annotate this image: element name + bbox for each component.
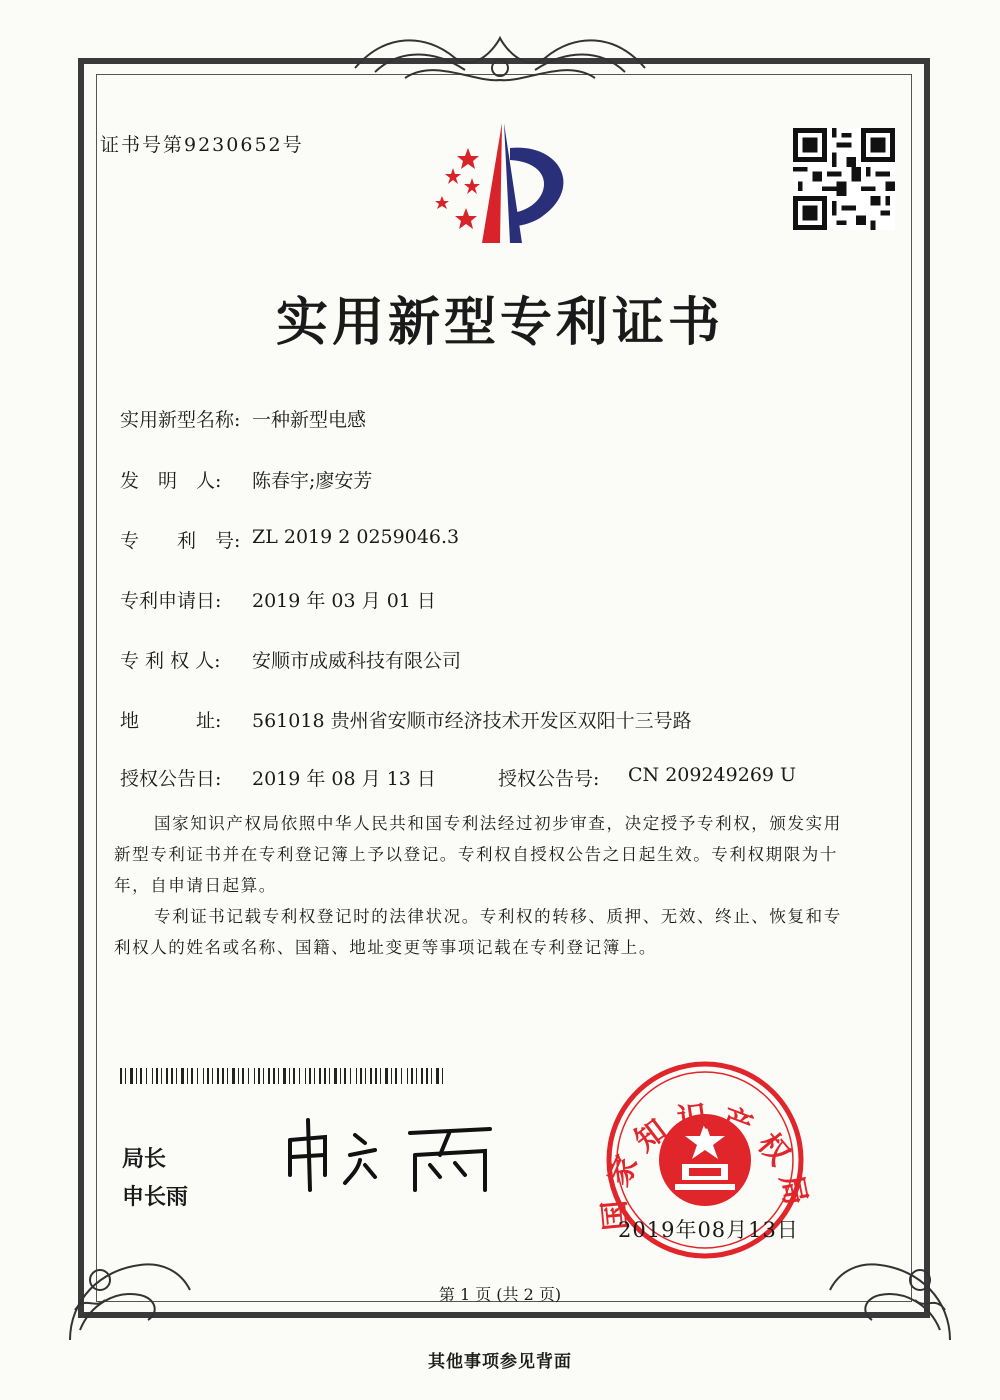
director-signature [280,1115,510,1195]
certificate-number: 证书号第9230652号 [100,134,304,156]
director-title: 局长 [122,1147,167,1172]
qr-code [793,128,895,230]
field-label-patentee: 专 利 权 人: [120,650,221,672]
paragraph-1-line-3: 年，自申请日起算。 [114,876,277,895]
field-label-announcement-number: 授权公告号: [498,768,600,790]
barcode [120,1068,450,1084]
director-name: 申长雨 [122,1185,189,1210]
seal-text: 国 家 知 识 产 权 局 [597,1099,813,1232]
footer-note: 其他事项参见背面 [428,1352,572,1372]
field-value-grant-date: 2019 年 08 月 13 日 [252,768,436,790]
field-label-utility-model-name: 实用新型名称: [120,409,241,431]
page-number: 第 1 页 (共 2 页) [438,1285,562,1304]
field-value-patentee: 安顺市成威科技有限公司 [252,650,462,672]
paragraph-2-line-2: 利权人的姓名或名称、国籍、地址变更等事项记载在专利登记簿上。 [114,938,657,957]
paragraph-1-line-1: 国家知识产权局依照中华人民共和国专利法经过初步审查，决定授予专利权，颁发实用 [154,814,842,833]
field-value-inventor: 陈春宇;廖安芳 [252,470,373,492]
certificate-title: 实用新型专利证书 [275,292,724,353]
field-value-announcement-number: CN 209249269 U [628,764,797,786]
paragraph-1-line-2: 新型专利证书并在专利登记簿上予以登记。专利权自授权公告之日起生效。专利权期限为十 [114,845,838,864]
field-value-patent-number: ZL 2019 2 0259046.3 [252,526,460,548]
patent-office-emblem [420,118,590,248]
field-label-application-date: 专利申请日: [120,590,222,612]
field-value-utility-model-name: 一种新型电感 [252,409,367,431]
field-label-grant-date: 授权公告日: [120,768,222,790]
field-value-application-date: 2019 年 03 月 01 日 [252,590,436,612]
top-ornament [345,28,655,88]
field-label-patent-number: 专 利 号: [120,530,241,552]
field-label-inventor: 发 明 人: [120,470,222,492]
seal-date: 2019年08月13日 [618,1218,799,1242]
field-value-address: 561018 贵州省安顺市经济技术开发区双阳十三号路 [252,710,692,732]
paragraph-2-line-1: 专利证书记载专利权登记时的法律状况。专利权的转移、质押、无效、终止、恢复和专 [154,907,842,926]
field-label-address: 地 址: [120,710,222,732]
